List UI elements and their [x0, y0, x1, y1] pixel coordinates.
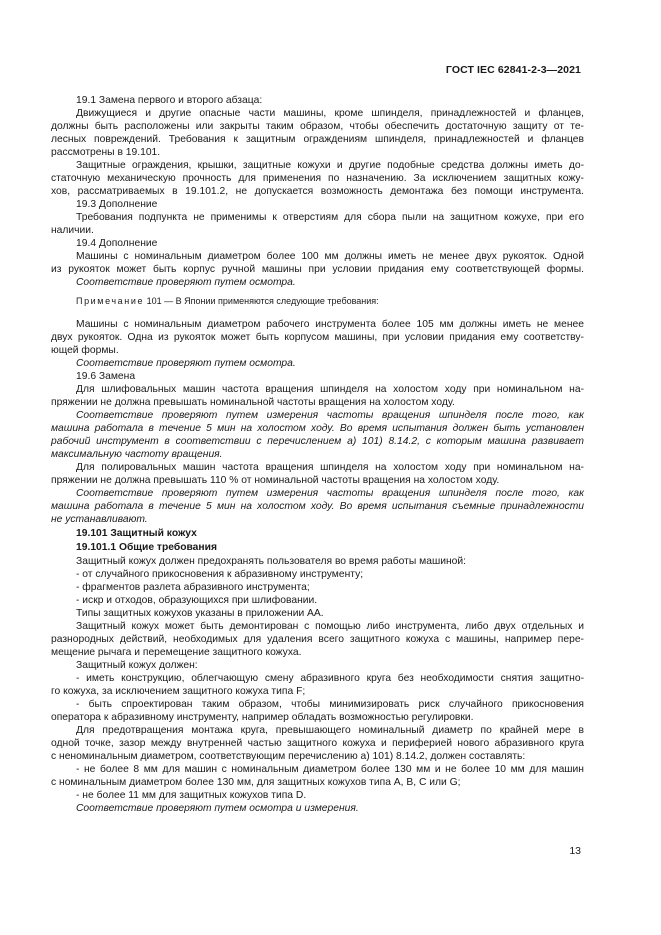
list-item: с номинальным диаметром более 130 мм, для защитных кожухов типа А, В, С или G; [51, 777, 461, 788]
list-item: - искр и отходов, образующихся при шлифовании. [76, 595, 318, 606]
document-code: ГОСТ IEC 62841-2-3—2021 [445, 64, 581, 76]
compliance-line: Соответствие проверяют путем измерения частоты вращения шпинделя после того, как [76, 410, 584, 421]
list-item: - не более 8 мм для машин с номинальным диаметром более 130 мм и не более 10 мм для машин [76, 764, 584, 775]
paragraph-line: Требования подпункта не применимы к отверстиям для сбора пыли на защитном кожухе, при его [76, 212, 584, 223]
compliance-line: максимальную частоту вращения. [51, 449, 223, 460]
list-item: го кожуха, за исключением защитного кожуха типа F; [51, 686, 306, 697]
paragraph-line: Машины с номинальным диаметром рабочего инструмента более 105 мм должны иметь не менее [76, 319, 584, 330]
clause-heading: 19.3 Дополнение [76, 199, 158, 210]
clause-heading: 19.6 Замена [76, 371, 136, 382]
paragraph-line: пряжении не должна превышать 110 % от номинальной частоты вращения на холостом ходу. [51, 475, 500, 486]
paragraph-line: рассмотрены в 19.101. [51, 147, 161, 158]
list-item: - от случайного прикосновения к абразивному инструменту; [76, 569, 364, 580]
page-number: 13 [569, 845, 581, 857]
paragraph-line: Для предотвращения монтажа круга, превышающего номинальный диаметр по крайней мере в [76, 725, 584, 736]
compliance-line: машина работала в течение 5 мин на холостом ходу. Во время испытания должен быть установлен [51, 423, 584, 434]
paragraph-line: наличии. [51, 225, 94, 236]
paragraph-line: с неноминальным диаметром, соответствующим перечислению а) 101) 8.14.2, должен составлять: [51, 751, 526, 762]
compliance-line: Соответствие проверяют путем измерения частоты вращения шпинделя после того, как [76, 488, 584, 499]
note-text: 101 — В Японии применяются следующие требования: [146, 296, 379, 306]
paragraph-line: Защитный кожух должен предохранять пользователя во время работы машиной: [76, 556, 467, 567]
paragraph-line: хов, рассматриваемых в 19.101.2, не допускается возможность демонтажа без помощи инструмента. [51, 186, 584, 197]
note-label: Примечание [76, 296, 145, 306]
paragraph-line: Типы защитных кожухов указаны в приложении АА. [76, 608, 324, 619]
list-item: - иметь конструкцию, облегчающую смену абразивного круга без необходимости снятия защитно- [76, 673, 584, 684]
list-item: - быть спроектирован таким образом, чтобы минимизировать риск случайного прикосновения [76, 699, 584, 710]
paragraph-line: двух рукояток. Одна из рукояток может быть корпусом машины, при условии придания ему соответству- [51, 332, 584, 343]
paragraph-line: статочную механическую прочность для применения по назначению. За исключением защитных кожу- [51, 173, 584, 184]
compliance-line: Соответствие проверяют путем осмотра и измерения. [76, 803, 359, 814]
paragraph-line: Для полировальных машин частота вращения шпинделя на холостом ходу при номинальном на- [76, 462, 584, 473]
paragraph-line: Для шлифовальных машин частота вращения шпинделя на холостом ходу при номинальном на- [76, 384, 584, 395]
paragraph-line: Машины с номинальным диаметром более 100 мм должны иметь не менее двух рукояток. Одной [76, 251, 584, 262]
compliance-line: рабочий инструмент в соответствии с перечислением а) 101) 8.14.2, с которым машина развивает [51, 436, 584, 447]
list-item: - не более 11 мм для защитных кожухов типа D. [76, 790, 307, 801]
compliance-line: машина работала в течение 5 мин на холостом ходу. Во время испытания съемные принадлежности [51, 501, 584, 512]
compliance-line: Соответствие проверяют путем осмотра. [76, 277, 296, 288]
subsection-heading: 19.101.1 Общие требования [76, 542, 217, 553]
clause-heading: 19.4 Дополнение [76, 238, 158, 249]
list-item: - фрагментов разлета абразивного инструмента; [76, 582, 310, 593]
paragraph-line: одной точке, зазор между внутренней частью защитного кожуха и периферией нового абразивного круга [51, 738, 584, 749]
paragraph-line: разнородных действий, необходимых для удаления всего защитного кожуха с машины, например пере- [51, 634, 584, 645]
paragraph-line: пряжении не должна превышать номинальной частоты вращения на холостом ходу. [51, 397, 455, 408]
list-item: оператора к абразивному инструменту, например обладать возможностью регулировки. [51, 712, 474, 723]
compliance-line: Соответствие проверяют путем осмотра. [76, 358, 296, 369]
clause-heading: 19.1 Замена первого и второго абзаца: [76, 95, 263, 106]
compliance-line: не устанавливают. [51, 514, 148, 525]
paragraph-line: из рукояток может быть корпус ручной машины при условии придания ему соответствующей формы. [51, 264, 584, 275]
paragraph-line: лесных повреждений. Требования к защитным ограждениям шпинделя, принадлежностей и фланцев [51, 134, 584, 145]
section-heading: 19.101 Защитный кожух [76, 528, 197, 539]
paragraph-line: Защитные ограждения, крышки, защитные кожухи и другие подобные средства должны иметь до- [76, 160, 584, 171]
note-line [76, 295, 584, 308]
paragraph-line: ющей формы. [51, 345, 119, 356]
paragraph-line: Защитный кожух должен: [76, 660, 198, 671]
paragraph-line: Движущиеся и другие опасные части машины, кроме шпинделя, принадлежностей и фланцев, [76, 108, 584, 119]
paragraph-line: должны быть расположены или закрыты таким образом, чтобы обеспечить достаточную защиту от те- [51, 121, 584, 132]
paragraph-line: Защитный кожух может быть демонтирован с помощью либо инструмента, либо двух отдельных и [76, 621, 584, 632]
paragraph-line: мещение рычага и перемещение защитного кожуха. [51, 647, 302, 658]
